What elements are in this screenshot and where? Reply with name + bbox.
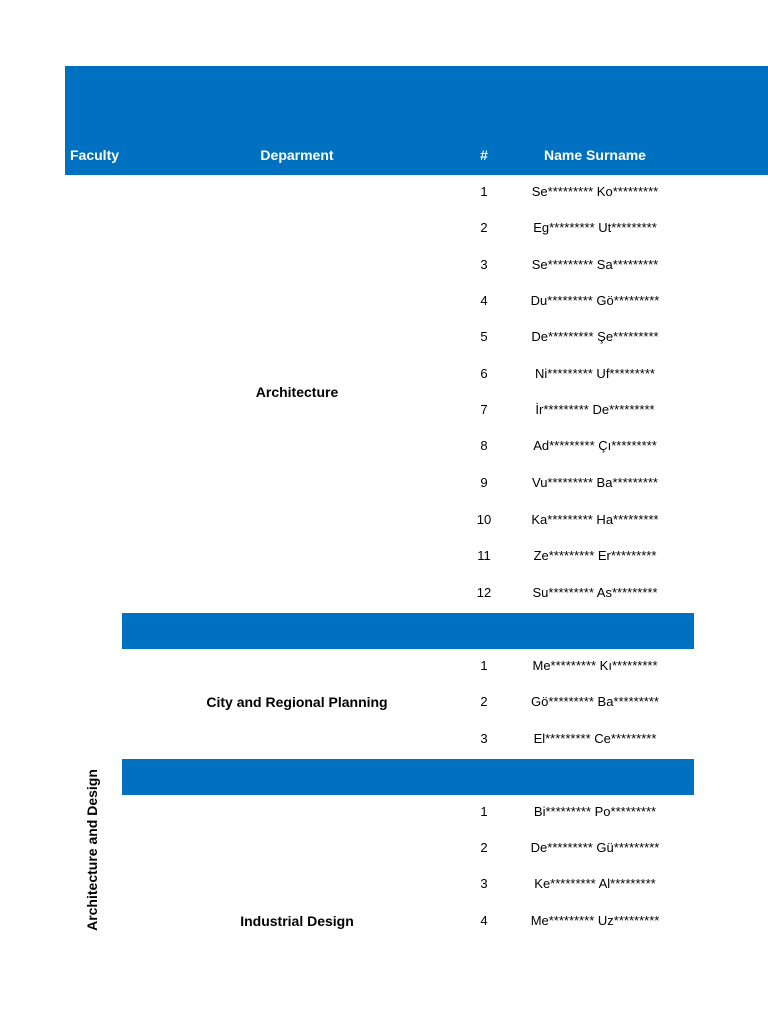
table-row-name: Ad********* Çı********* [533, 438, 657, 453]
table-row-number: 2 [480, 220, 488, 235]
table-row-number: 11 [477, 548, 491, 563]
table-row-name: Me********* Uz********* [530, 913, 660, 928]
table-row-name: Me********* Kı********* [532, 658, 658, 673]
table-row-number: 10 [476, 512, 492, 527]
header-number: # [480, 147, 488, 163]
table-row-name: De********* Şe********* [531, 329, 659, 344]
table-row-name: İr********* De********* [535, 402, 655, 417]
table-row-name: Se********* Sa********* [531, 257, 659, 272]
table-row-number: 4 [480, 913, 488, 928]
table-row-number: 2 [480, 840, 488, 855]
department-name-architecture: Architecture [255, 384, 339, 400]
table-row-number: 12 [476, 585, 492, 600]
table-row-number: 1 [480, 804, 488, 819]
table-row-name: Ze********* Er********* [533, 548, 657, 563]
table-row-name: Bi********* Po********* [533, 804, 657, 819]
department-name-city-planning: City and Regional Planning [206, 694, 388, 710]
table-row-number: 2 [480, 694, 488, 709]
faculty-name: Architecture and Design [84, 769, 100, 931]
header-name-surname: Name Surname [544, 147, 646, 163]
table-row-number: 7 [480, 402, 488, 417]
table-row-name: Ke********* Al********* [534, 876, 656, 891]
table-row-name: El********* Ce********* [533, 731, 657, 746]
table-row-number: 1 [480, 184, 488, 199]
table-row-name: Vu********* Ba********* [532, 475, 658, 490]
department-name-industrial-design: Industrial Design [240, 913, 354, 929]
table-row-name: Se********* Ko********* [531, 184, 659, 199]
table-row-number: 6 [480, 366, 488, 381]
header-faculty: Faculty [70, 147, 120, 163]
header-department: Deparment [260, 147, 334, 163]
table-row-number: 8 [480, 438, 488, 453]
section-separator [122, 759, 694, 795]
table-row-number: 9 [480, 475, 488, 490]
table-row-name: Du********* Gö********* [530, 293, 660, 308]
table-row-name: Gö********* Ba********* [531, 694, 659, 709]
table-row-number: 3 [480, 876, 488, 891]
table-row-number: 4 [480, 293, 488, 308]
table-row-number: 3 [480, 257, 488, 272]
section-separator [122, 613, 694, 649]
table-row-name: Ni********* Uf********* [535, 366, 655, 381]
table-row-name: De********* Gü********* [530, 840, 660, 855]
table-row-name: Ka********* Ha********* [531, 512, 659, 527]
table-row-name: Su********* As********* [532, 585, 658, 600]
table-row-number: 3 [480, 731, 488, 746]
table-row-number: 1 [480, 658, 488, 673]
table-row-name: Eg********* Ut********* [533, 220, 657, 235]
table-row-number: 5 [480, 329, 488, 344]
